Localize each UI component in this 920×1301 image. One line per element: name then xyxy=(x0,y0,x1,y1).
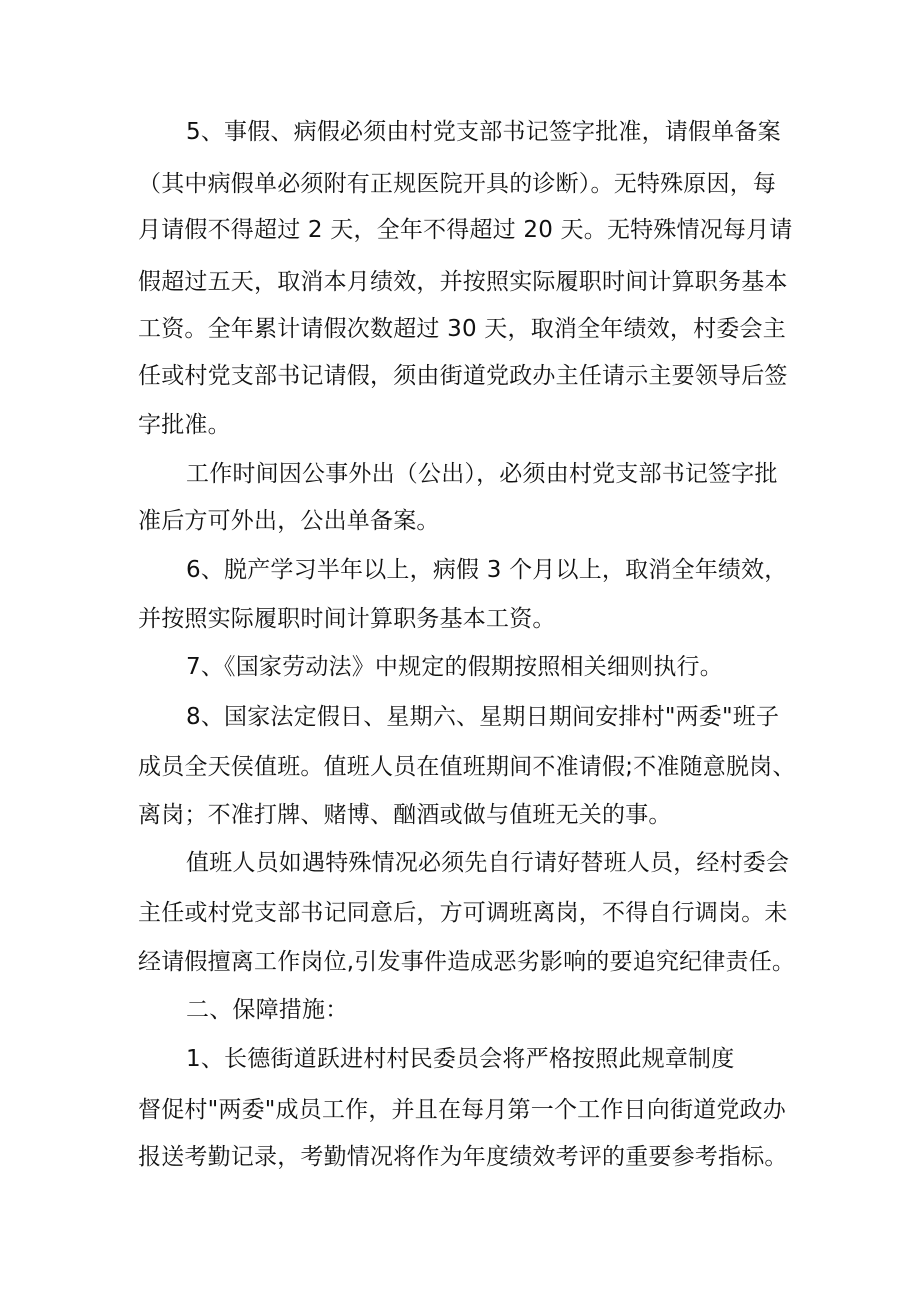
paragraph-line: 7、《国家劳动法》中规定的假期按照相关细则执行。 xyxy=(186,654,723,680)
paragraph-line: 1、长德街道跃进村村民委员会将严格按照此规章制度 xyxy=(186,1046,735,1072)
paragraph-line: 并按照实际履职时间计算职务基本工资。 xyxy=(138,606,556,632)
paragraph-line: 5、事假、病假必须由村党支部书记签字批准，请假单备案 xyxy=(186,119,781,145)
paragraph-line: 工资。全年累计请假次数超过 30 天，取消全年绩效，村委会主 xyxy=(138,316,786,342)
section-heading: 二、保障措施： xyxy=(186,997,349,1023)
paragraph-line: 离岗；不准打牌、赌博、酗酒或做与值班无关的事。 xyxy=(138,802,672,828)
paragraph-line: 经请假擅离工作岗位,引发事件造成恶劣影响的要追究纪律责任。 xyxy=(138,949,796,975)
paragraph-line: （其中病假单必须附有正规医院开具的诊断）。无特殊原因，每 xyxy=(138,171,777,197)
paragraph-line: 值班人员如遇特殊情况必须先自行请好替班人员，经村委会 xyxy=(186,850,790,876)
paragraph-line: 月请假不得超过 2 天，全年不得超过 20 天。无特殊情况每月请 xyxy=(138,217,793,243)
paragraph-line: 报送考勤记录，考勤情况将作为年度绩效考评的重要参考指标。 xyxy=(138,1144,788,1170)
paragraph-line: 任或村党支部书记请假，须由街道党政办主任请示主要领导后签 xyxy=(138,363,788,389)
paragraph-line: 6、脱产学习半年以上，病假 3 个月以上，取消全年绩效， xyxy=(186,557,788,583)
paragraph-line: 假超过五天，取消本月绩效，并按照实际履职时间计算职务基本 xyxy=(138,269,788,295)
paragraph-line: 8、国家法定假日、星期六、星期日期间安排村"两委"班子 xyxy=(186,704,780,730)
paragraph-line: 主任或村党支部书记同意后，方可调班离岗，不得自行调岗。未 xyxy=(138,900,788,926)
paragraph-line: 工作时间因公事外出（公出），必须由村党支部书记签字批 xyxy=(186,461,778,487)
paragraph-line: 督促村"两委"成员工作，并且在每月第一个工作日向街道党政办 xyxy=(138,1097,786,1123)
paragraph-line: 字批准。 xyxy=(138,412,231,438)
paragraph-line: 准后方可外出，公出单备案。 xyxy=(138,508,440,534)
paragraph-line: 成员全天侯值班。值班人员在值班期间不准请假;不准随意脱岗、 xyxy=(138,754,796,780)
